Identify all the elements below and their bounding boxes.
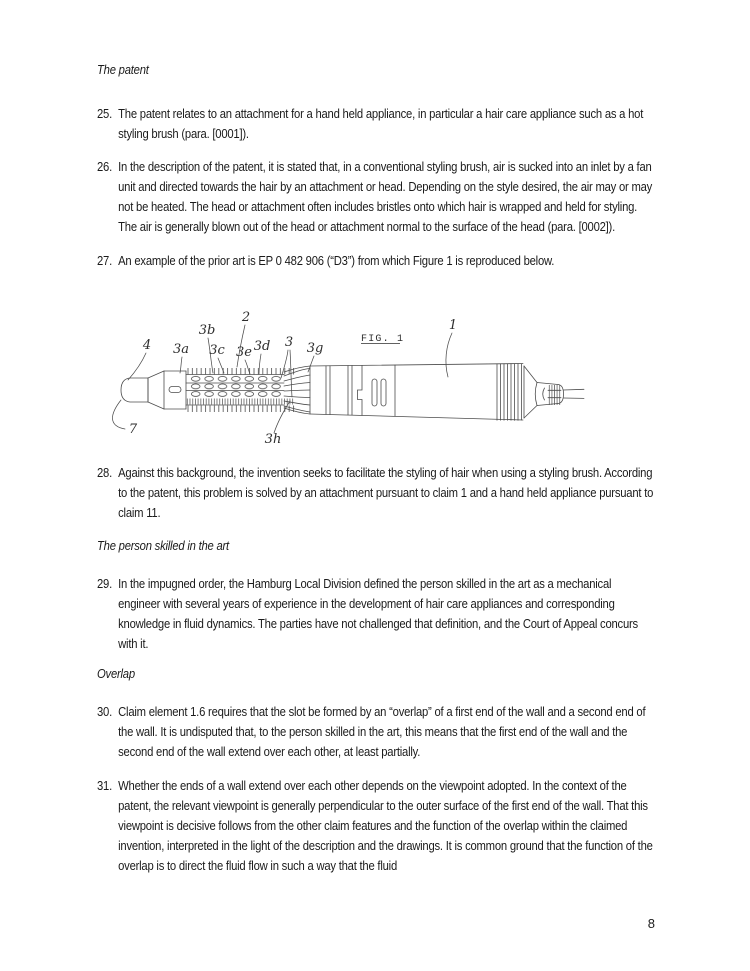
- paragraph-28: [97, 463, 654, 523]
- paragraph-text: An example of the prior art is EP 0 482 906 (“D3”) from which Figure 1 is reproduced below.: [118, 253, 555, 268]
- paragraph-31: [97, 776, 654, 876]
- paragraph-number: 26.: [97, 159, 113, 174]
- ref-label-4: 4: [142, 338, 152, 353]
- paragraph-number: 29.: [97, 576, 113, 591]
- paragraph-text: Against this background, the invention seeks to facilitate the styling of hair when using a styling brush. According to the patent, this problem is solved by an attachment pursuant to claim 1 and a hand held appliance pursuant to claim 11.: [118, 465, 654, 520]
- patent-figure-drawing: [100, 297, 660, 469]
- paragraph-26: [97, 157, 654, 237]
- handle-rib-rings: [497, 364, 524, 421]
- ref-label-3e: 3e: [236, 345, 252, 360]
- paragraph-number: 25.: [97, 106, 113, 121]
- appliance-handle: [310, 364, 523, 421]
- paragraph-30: [97, 702, 654, 762]
- paragraph-number: 31.: [97, 778, 113, 793]
- brush-tip-knob: [121, 378, 148, 402]
- paragraph-text: In the impugned order, the Hamburg Local Division defined the person skilled in the art as a mechanical engineer with several years of experience in the development of hair care appliances and corresponding knowledge in fluid dynamics. The parties have not challenged that definition, and the Court of Appeal concurs with it.: [118, 576, 638, 651]
- paragraph-text: In the description of the patent, it is stated that, in a conventional styling brush, air is sucked into an inlet by a fan unit and directed towards the hair by an attachment or head. Depending on the style desired, the air may or may not be heated. The head or attachment often includes bristles onto which hair is wrapped and held for styling. The air is generally blown out of the head or attachment normal to the surface of the head (para. [0002]).: [118, 159, 653, 234]
- paragraph-text: Whether the ends of a wall extend over each other depends on the viewpoint adopted. In the context of the patent, the relevant viewpoint is generally perpendicular to the outer surface of the first end of the wall. That this viewpoint is decisive follows from the other claim features and the function of the overlap within the claimed invention, interpreted in the light of the description and the drawings. It is common ground that the function of the overlap is to direct the fluid flow in such a way that the fluid: [118, 778, 653, 873]
- ref-label-3: 3: [284, 335, 294, 350]
- switch-slot: [381, 379, 386, 406]
- ref-label-3g: 3g: [306, 341, 324, 356]
- section-heading-skilled-person: The person skilled in the art: [97, 538, 229, 553]
- paragraph-text: The patent relates to an attachment for a hand held appliance, in particular a hair care appliance such as a hot styling brush (para. [0001]).: [118, 106, 644, 141]
- bristle-barrel: [186, 368, 297, 412]
- switch-slot: [372, 379, 377, 406]
- brush-collar: [148, 371, 186, 409]
- paragraph-text: Claim element 1.6 requires that the slot be formed by an “overlap” of a first end of the wall and a second end of the wall. It is undisputed that, to the person skilled in the art, this means that the first end of the wall and the second end of the wall extend over each other, at least partially.: [118, 704, 646, 759]
- paragraph-25: [97, 104, 654, 144]
- paragraph-29: [97, 574, 654, 654]
- section-heading-the-patent: The patent: [97, 62, 149, 77]
- page-number: 8: [647, 916, 655, 931]
- paragraph-27: [97, 251, 654, 271]
- paragraph-number: 28.: [97, 465, 113, 480]
- ref-label-3a: 3a: [172, 342, 190, 357]
- ref-label-3b: 3b: [198, 323, 216, 338]
- ref-label-2: 2: [241, 310, 251, 325]
- ref-label-3c: 3c: [209, 343, 225, 358]
- ref-label-7: 7: [128, 422, 138, 437]
- section-heading-overlap: Overlap: [97, 666, 135, 681]
- ref-label-3h: 3h: [264, 432, 282, 447]
- paragraph-number: 27.: [97, 253, 113, 268]
- figure-caption-text: FIG. 1: [361, 334, 405, 345]
- ref-label-3d: 3d: [253, 339, 271, 354]
- power-cord: [564, 389, 585, 398]
- cord-strain-relief: [524, 366, 564, 418]
- paragraph-number: 30.: [97, 704, 113, 719]
- ref-label-1: 1: [448, 318, 458, 333]
- figure-caption: [361, 334, 404, 345]
